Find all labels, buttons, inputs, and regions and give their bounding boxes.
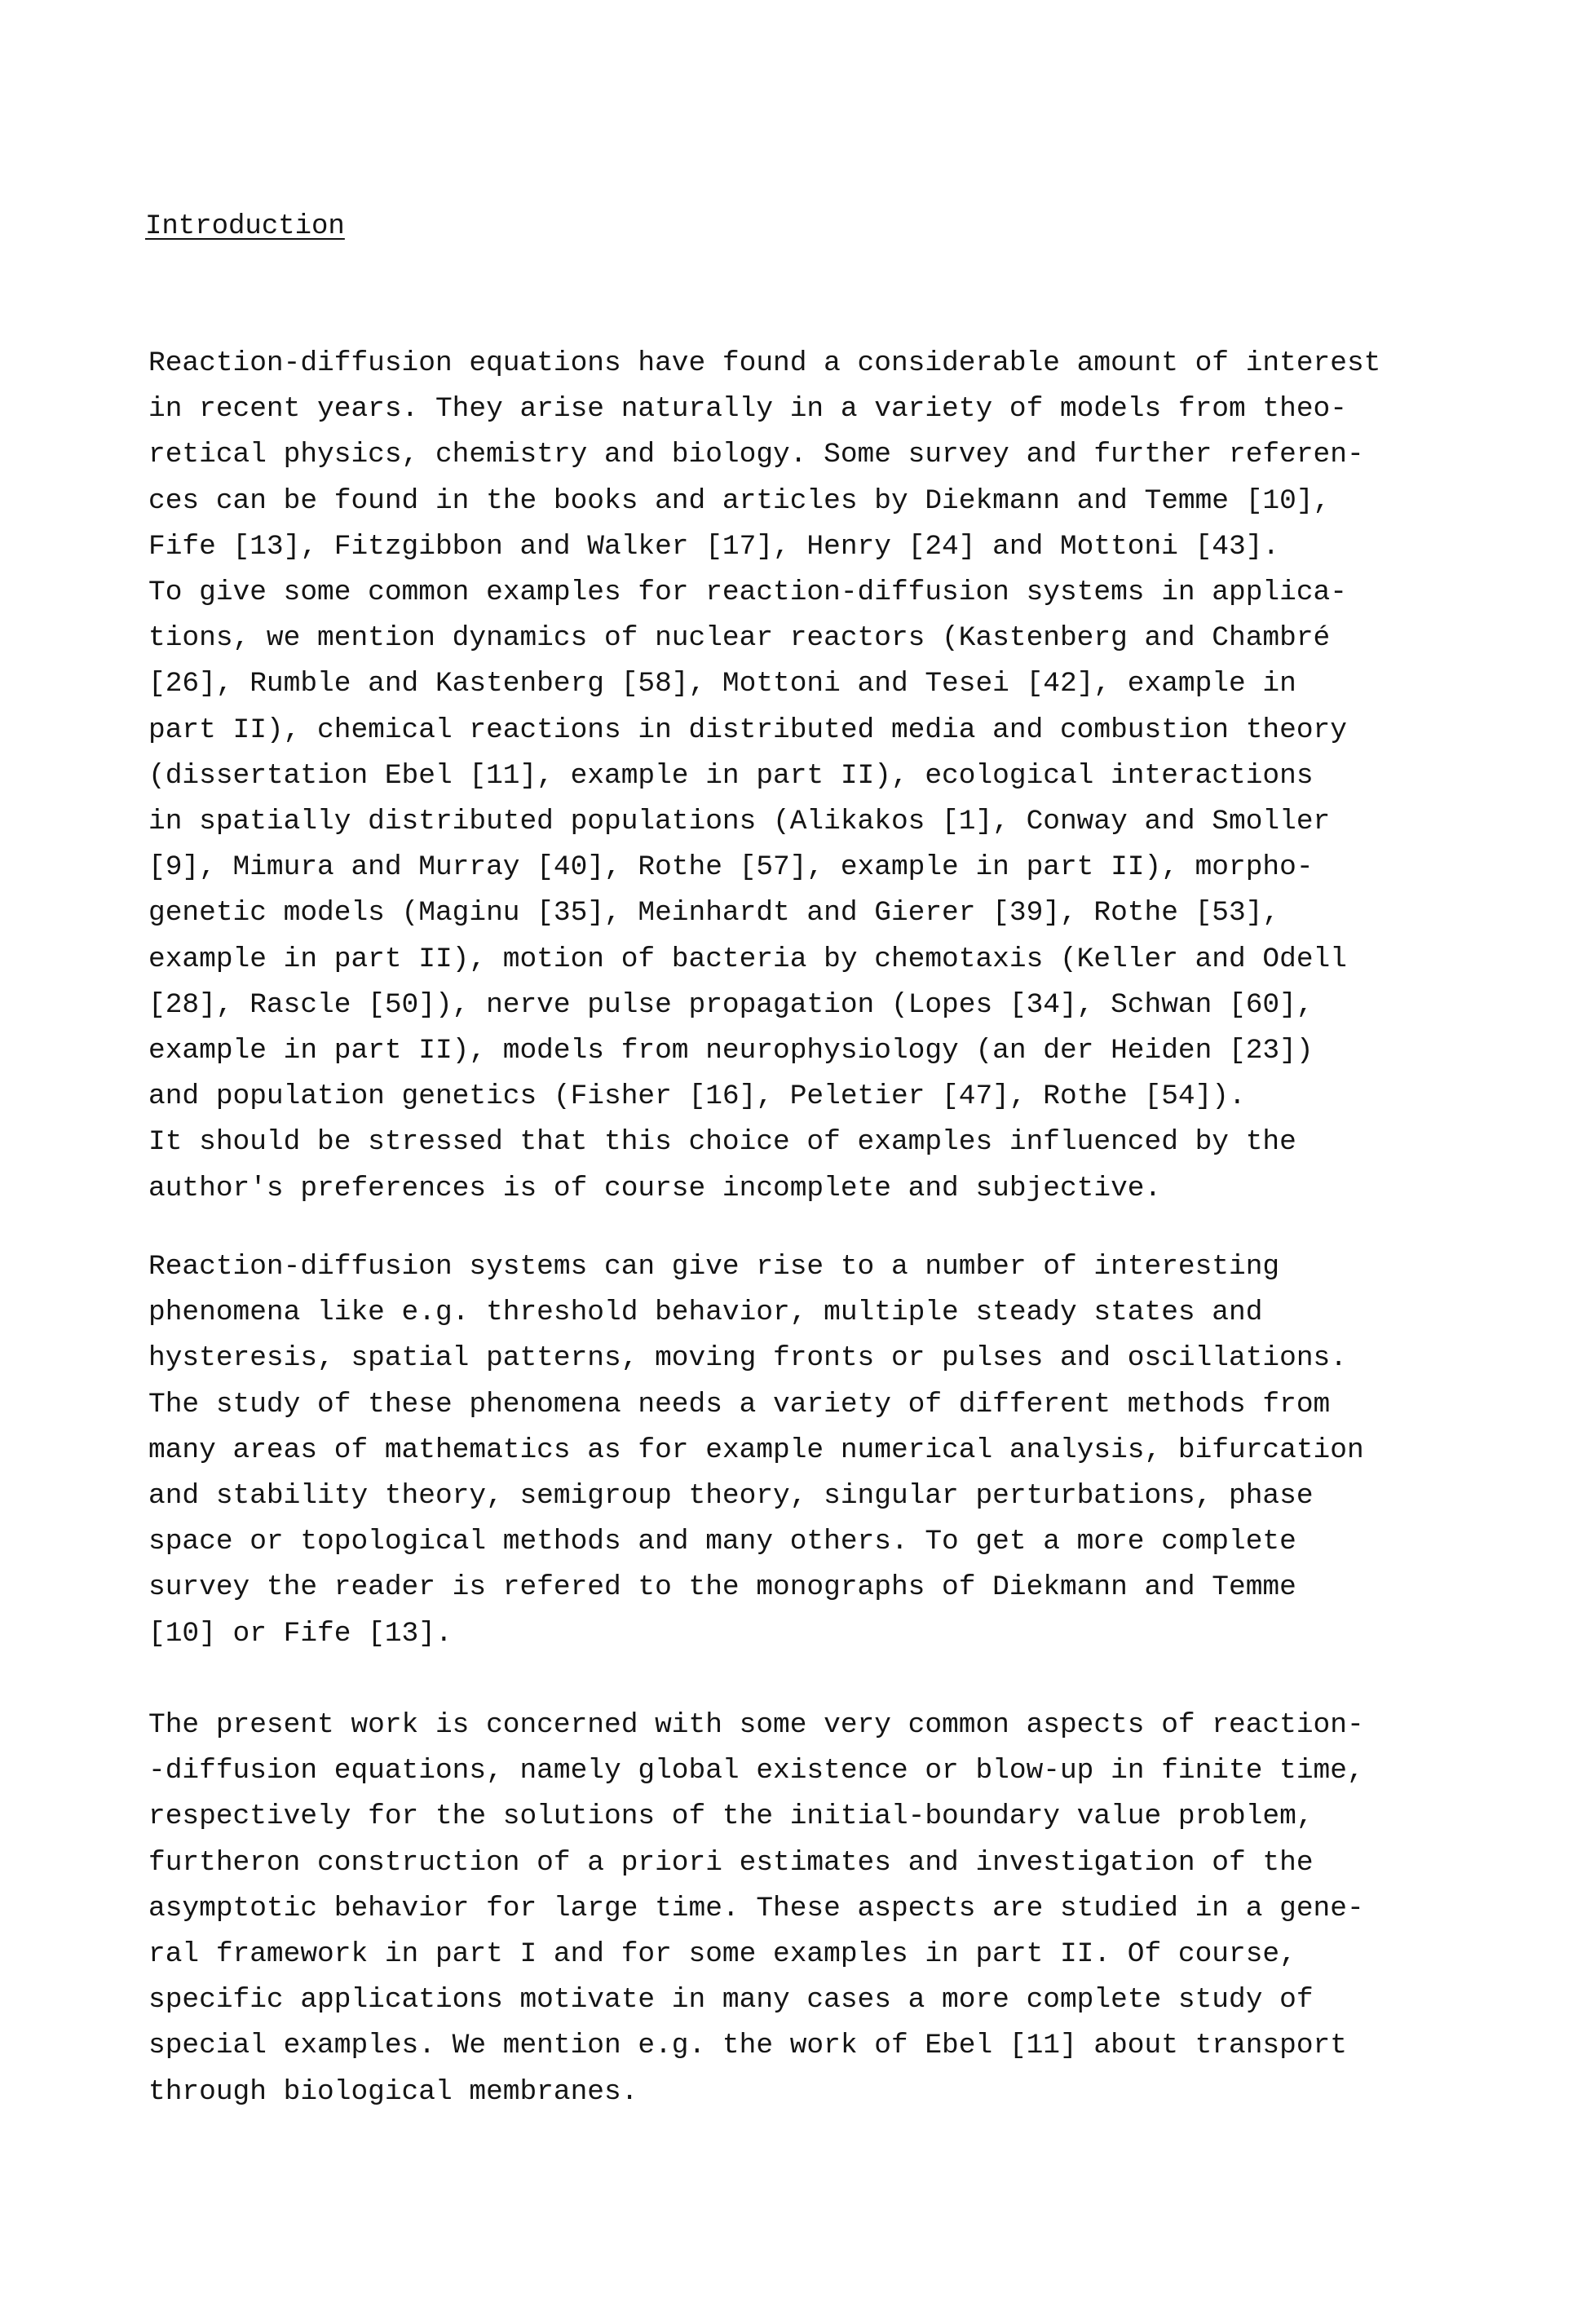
text-line: example in part II), motion of bacteria by chemotaxis (Keller and Odell — [148, 943, 1347, 975]
section-heading: Introduction — [145, 211, 345, 242]
paragraph-applications — [148, 341, 1380, 1212]
text-line: survey the reader is refered to the monographs of Diekmann and Temme — [148, 1571, 1296, 1604]
paragraph-present-work — [148, 1703, 1364, 2115]
text-line: hysteresis, spatial patterns, moving fronts or pulses and oscillations. — [148, 1342, 1347, 1375]
text-line: -diffusion equations, namely global existence or blow-up in finite time, — [148, 1755, 1364, 1787]
text-line: example in part II), models from neurophysiology (an der Heiden [23]) — [148, 1035, 1314, 1067]
text-line: [10] or Fife [13]. — [148, 1617, 453, 1650]
text-line: Fife [13], Fitzgibbon and Walker [17], Henry [24] and Mottoni [43]. — [148, 530, 1280, 563]
text-line: It should be stressed that this choice of examples influenced by the — [148, 1126, 1296, 1159]
text-line: in spatially distributed populations (Alikakos [1], Conway and Smoller — [148, 806, 1331, 838]
text-line: author's preferences is of course incomplete and subjective. — [148, 1172, 1162, 1204]
text-line: ral framework in part I and for some examples in part II. Of course, — [148, 1938, 1296, 1971]
text-line: Reaction-diffusion systems can give rise to a number of interesting — [148, 1251, 1280, 1283]
text-line: [26], Rumble and Kastenberg [58], Mottoni and Tesei [42], example in — [148, 668, 1296, 700]
text-line: ces can be found in the books and articles by Diekmann and Temme [10], — [148, 484, 1331, 517]
text-line: Reaction-diffusion equations have found a considerable amount of interest — [148, 347, 1381, 379]
text-line: genetic models (Maginu [35], Meinhardt and Gierer [39], Rothe [53], — [148, 897, 1280, 930]
text-line: The study of these phenomena needs a variety of different methods from — [148, 1388, 1331, 1420]
text-line: (dissertation Ebel [11], example in part II), ecological interactions — [148, 759, 1314, 792]
text-line: The present work is concerned with some very common aspects of reaction- — [148, 1709, 1364, 1741]
text-line: To give some common examples for reaction-diffusion systems in applica- — [148, 577, 1347, 609]
text-line: and stability theory, semigroup theory, singular perturbations, phase — [148, 1480, 1314, 1513]
text-line: in recent years. They arise naturally in a variety of models from theo- — [148, 393, 1347, 426]
paragraph-phenomena — [148, 1244, 1364, 1657]
text-line: asymptotic behavior for large time. These aspects are studied in a gene- — [148, 1892, 1364, 1924]
text-line: [28], Rascle [50]), nerve pulse propagation (Lopes [34], Schwan [60], — [148, 988, 1314, 1021]
text-line: and population genetics (Fisher [16], Peletier [47], Rothe [54]). — [148, 1080, 1246, 1113]
text-line: space or topological methods and many others. To get a more complete — [148, 1526, 1296, 1558]
text-line: through biological membranes. — [148, 2075, 638, 2108]
text-line: [9], Mimura and Murray [40], Rothe [57], example in part II), morpho- — [148, 851, 1314, 884]
text-line: phenomena like e.g. threshold behavior, multiple steady states and — [148, 1297, 1263, 1329]
text-line: respectively for the solutions of the initial-boundary value problem, — [148, 1800, 1314, 1833]
text-line: tions, we mention dynamics of nuclear reactors (Kastenberg and Chambré — [148, 622, 1331, 655]
text-line: part II), chemical reactions in distributed media and combustion theory — [148, 714, 1347, 746]
text-line: special examples. We mention e.g. the work of Ebel [11] about transport — [148, 2030, 1347, 2062]
text-line: specific applications motivate in many cases a more complete study of — [148, 1984, 1314, 2017]
text-line: furtheron construction of a priori estimates and investigation of the — [148, 1846, 1314, 1879]
text-line: many areas of mathematics as for example numerical analysis, bifurcation — [148, 1434, 1364, 1466]
text-line: retical physics, chemistry and biology. Some survey and further referen- — [148, 439, 1364, 471]
